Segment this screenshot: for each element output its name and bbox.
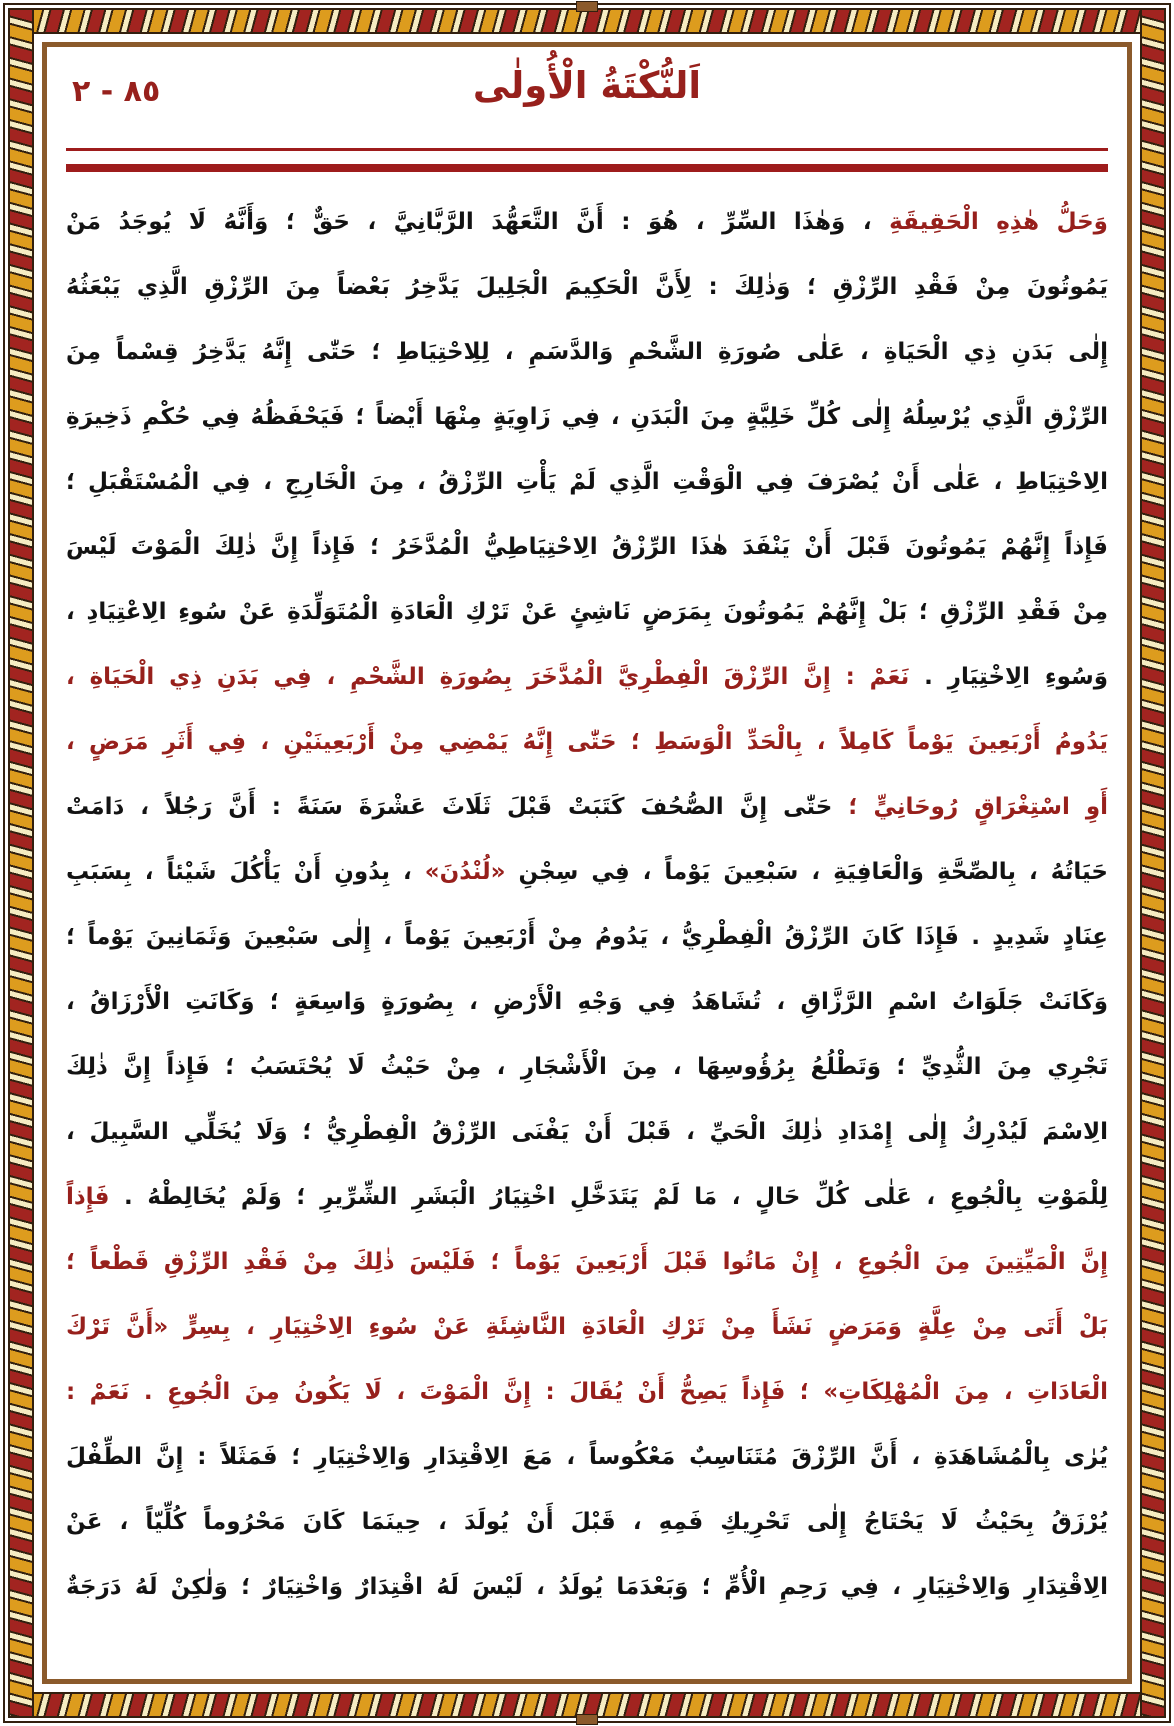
text-segment-red: يَدُومُ أَرْبَعِينَ يَوْماً كَامِلاً ، بِالْحَدِّ الْوَسَطِ ؛ حَتّٰى إِنَّهُ يَمْضِي مِنْ أَرْبَعِينَيْنِ ، فِي أَثَرِ مَرَضٍ ، bbox=[66, 729, 1108, 755]
text-line bbox=[66, 1165, 1108, 1230]
text-segment-red: أَوِ اسْتِغْرَاقٍ رُوحَانِيٍّ ؛ bbox=[832, 794, 1108, 820]
page-number: ٨٥ - ٢ bbox=[72, 74, 161, 109]
text-line bbox=[66, 970, 1108, 1035]
text-segment-black: الرِّزْقِ الَّذِي يُرْسِلُهُ إِلٰى كُلِّ خَلِيَّةٍ مِنَ الْبَدَنِ ، فِي زَاوِيَةٍ مِنْهَا أَيْضاً ؛ فَيَحْفَظُهُ فِي حُكْمِ ذَخِيرَةِ bbox=[66, 404, 1108, 430]
text-line bbox=[66, 255, 1108, 320]
text-line bbox=[66, 1035, 1108, 1100]
text-line bbox=[66, 320, 1108, 385]
text-line bbox=[66, 1555, 1108, 1620]
ornamental-border-right bbox=[1140, 8, 1166, 1718]
text-segment-red: «لُنْدُنَ» bbox=[424, 859, 506, 885]
text-line bbox=[66, 1100, 1108, 1165]
text-line bbox=[66, 190, 1108, 255]
text-segment-black: يُرٰى بِالْمُشَاهَدَةِ ، أَنَّ الرِّزْقَ مُتَنَاسِبٌ مَعْكُوساً ، مَعَ الِاقْتِدَارِ وَالِاخْتِيَارِ ؛ فَمَثَلاً : إِنَّ الطِّفْلَ bbox=[66, 1444, 1108, 1470]
text-segment-red: نَعَمْ : إِنَّ الرِّزْقَ الْفِطْرِيَّ الْمُدَّخَرَ بِصُورَةِ الشَّحْمِ ، فِي بَدَنِ ذِي الْحَيَاةِ ، bbox=[66, 664, 910, 690]
text-segment-black: وَكَانَتْ جَلَوَاتُ اسْمِ الرَّزَّاقِ ، تُشَاهَدُ فِي وَجْهِ الْأَرْضِ ، بِصُورَةٍ وَاسِعَةٍ ؛ وَكَانَتِ الْأَرْزَاقُ ، bbox=[66, 989, 1108, 1015]
text-segment-black: حَيَاتُهُ ، بِالصِّحَّةِ وَالْعَافِيَةِ ، سَبْعِينَ يَوْماً ، فِي سِجْنِ bbox=[505, 859, 1108, 885]
text-segment-black: ، وَهٰذَا السِّرِّ ، هُوَ : أَنَّ التَّعَهُّدَ الرَّبَّانِيَّ ، حَقٌّ ؛ وَأَنَّهُ لَا يُوجَدُ مَنْ bbox=[66, 209, 890, 235]
text-line bbox=[66, 840, 1108, 905]
text-line bbox=[66, 1360, 1108, 1425]
text-segment-black: حَتّٰى إِنَّ الصُّحُفَ كَتَبَتْ قَبْلَ ثَلَاثَ عَشْرَةَ سَنَةً : أَنَّ رَجُلاً ، دَامَتْ bbox=[66, 794, 833, 820]
page-title: اَلنُّكْتَةُ الْأُولٰى bbox=[472, 64, 702, 107]
text-line bbox=[66, 710, 1108, 775]
text-line bbox=[66, 1425, 1108, 1490]
text-line bbox=[66, 1295, 1108, 1360]
text-segment-black: يَمُوتُونَ مِنْ فَقْدِ الرِّزْقِ ؛ وَذٰلِكَ : لِأَنَّ الْحَكِيمَ الْجَلِيلَ يَدَّخِرُ بَعْضاً مِنَ الرِّزْقِ الَّذِي يَبْعَثُهُ bbox=[66, 274, 1108, 300]
text-segment-black: عِنَادٍ شَدِيدٍ . فَإِذَا كَانَ الرِّزْقُ الْفِطْرِيُّ ، يَدُومُ مِنْ أَرْبَعِينَ يَوْماً ، إِلٰى سَبْعِينَ وَثَمَانِينَ يَوْماً ؛ bbox=[66, 924, 1108, 950]
text-segment-black: الِاسْمَ لَيُدْرِكُ إِلٰى إِمْدَادِ ذٰلِكَ الْحَيِّ ، قَبْلَ أَنْ يَفْنَى الرِّزْقُ الْفِطْرِيُّ ؛ وَلَا يُخَلِّي السَّبِيلَ ، bbox=[66, 1119, 1108, 1145]
text-line bbox=[66, 385, 1108, 450]
text-segment-black: الِاحْتِيَاطِ ، عَلٰى أَنْ يُصْرَفَ فِي الْوَقْتِ الَّذِي لَمْ يَأْتِ الرِّزْقُ ، مِنَ الْخَارِجِ ، فِي الْمُسْتَقْبَلِ ؛ bbox=[66, 469, 1108, 495]
text-segment-black: يُرْزَقُ بِحَيْثُ لَا يَحْتَاجُ إِلٰى تَحْرِيكِ فَمِهِ ، قَبْلَ أَنْ يُولَدَ ، حِينَمَا كَانَ مَحْرُوماً كُلِّيّاً ، عَنْ bbox=[66, 1509, 1108, 1535]
text-segment-black: الِاقْتِدَارِ وَالِاخْتِيَارِ ، فِي رَحِمِ الْأُمِّ ؛ وَبَعْدَمَا يُولَدُ ، لَيْسَ لَهُ اقْتِدَارٌ وَاخْتِيَارٌ ؛ وَلٰكِنْ لَهُ دَرَجَةٌ bbox=[66, 1574, 1108, 1600]
text-line bbox=[66, 450, 1108, 515]
text-segment-black: لِلْمَوْتِ بِالْجُوعِ ، عَلٰى كُلِّ حَالٍ ، مَا لَمْ يَتَدَخَّلِ اخْتِيَارُ الْبَشَرِ الشِّرِّيرِ ؛ وَلَمْ يُخَالِطْهُ . bbox=[109, 1184, 1108, 1210]
text-segment-black: وَسُوءِ الِاخْتِيَارِ . bbox=[909, 664, 1108, 690]
text-segment-red: فَإِذاً bbox=[66, 1184, 110, 1210]
body-text bbox=[66, 190, 1108, 1620]
border-center-knob-top bbox=[576, 1, 598, 12]
text-segment-red: الْعَادَاتِ ، مِنَ الْمُهْلِكَاتِ» ؛ فَإِذاً يَصِحُّ أَنْ يُقَالَ : إِنَّ الْمَوْتَ ، لَا يَكُونُ مِنَ الْجُوعِ . نَعَمْ : bbox=[66, 1379, 1108, 1405]
text-segment-black: مِنْ فَقْدِ الرِّزْقِ ؛ بَلْ إِنَّهُمْ يَمُوتُونَ بِمَرَضٍ نَاشِئٍ عَنْ تَرْكِ الْعَادَةِ الْمُتَوَلِّدَةِ عَنْ سُوءِ الِاعْتِيَادِ ، bbox=[66, 599, 1108, 625]
page-header bbox=[66, 50, 1108, 142]
text-line bbox=[66, 905, 1108, 970]
text-segment-black: ، بِدُونِ أَنْ يَأْكُلَ شَيْئاً ، بِسَبَبِ bbox=[66, 859, 425, 885]
text-line bbox=[66, 1490, 1108, 1555]
ornamental-border-left bbox=[8, 8, 34, 1718]
text-segment-black: فَإِذاً إِنَّهُمْ يَمُوتُونَ قَبْلَ أَنْ يَنْفَدَ هٰذَا الرِّزْقُ الِاحْتِيَاطِيُّ الْمُدَّخَرُ ؛ فَإِذاً إِنَّ ذٰلِكَ الْمَوْتَ لَيْسَ bbox=[66, 534, 1108, 560]
text-segment-red: إِنَّ الْمَيِّتِينَ مِنَ الْجُوعِ ، إِنْ مَاتُوا قَبْلَ أَرْبَعِينَ يَوْماً ؛ فَلَيْسَ ذٰلِكَ مِنْ فَقْدِ الرِّزْقِ قَطْعاً ؛ bbox=[66, 1249, 1108, 1275]
text-line bbox=[66, 580, 1108, 645]
title-rule bbox=[66, 148, 1108, 172]
border-center-knob-bottom bbox=[576, 1714, 598, 1725]
text-segment-black: إِلٰى بَدَنِ ذِي الْحَيَاةِ ، عَلٰى صُورَةِ الشَّحْمِ وَالدَّسَمِ ، لِلِاحْتِيَاطِ ؛ حَتّٰى إِنَّهُ يَدَّخِرُ قِسْماً مِنَ bbox=[66, 339, 1108, 365]
text-segment-red: بَلْ أَتَى مِنْ عِلَّةٍ وَمَرَضٍ نَشَأَ مِنْ تَرْكِ الْعَادَةِ النَّاشِئَةِ عَنْ سُوءِ الِاخْتِيَارِ ، بِسِرٍّ «أَنَّ تَرْكَ bbox=[66, 1314, 1108, 1340]
text-line bbox=[66, 645, 1108, 710]
text-line bbox=[66, 1230, 1108, 1295]
text-segment-black: تَجْرِي مِنَ الثُّدِيِّ ؛ وَتَطْلُعُ بِرُؤُوسِهَا ، مِنَ الْأَشْجَارِ ، مِنْ حَيْثُ لَا يُحْتَسَبُ ؛ فَإِذاً إِنَّ ذٰلِكَ bbox=[66, 1054, 1108, 1080]
text-segment-red: وَحَلُّ هٰذِهِ الْحَقِيقَةِ bbox=[889, 209, 1108, 235]
text-line bbox=[66, 515, 1108, 580]
text-line bbox=[66, 775, 1108, 840]
page-content bbox=[66, 50, 1108, 1676]
